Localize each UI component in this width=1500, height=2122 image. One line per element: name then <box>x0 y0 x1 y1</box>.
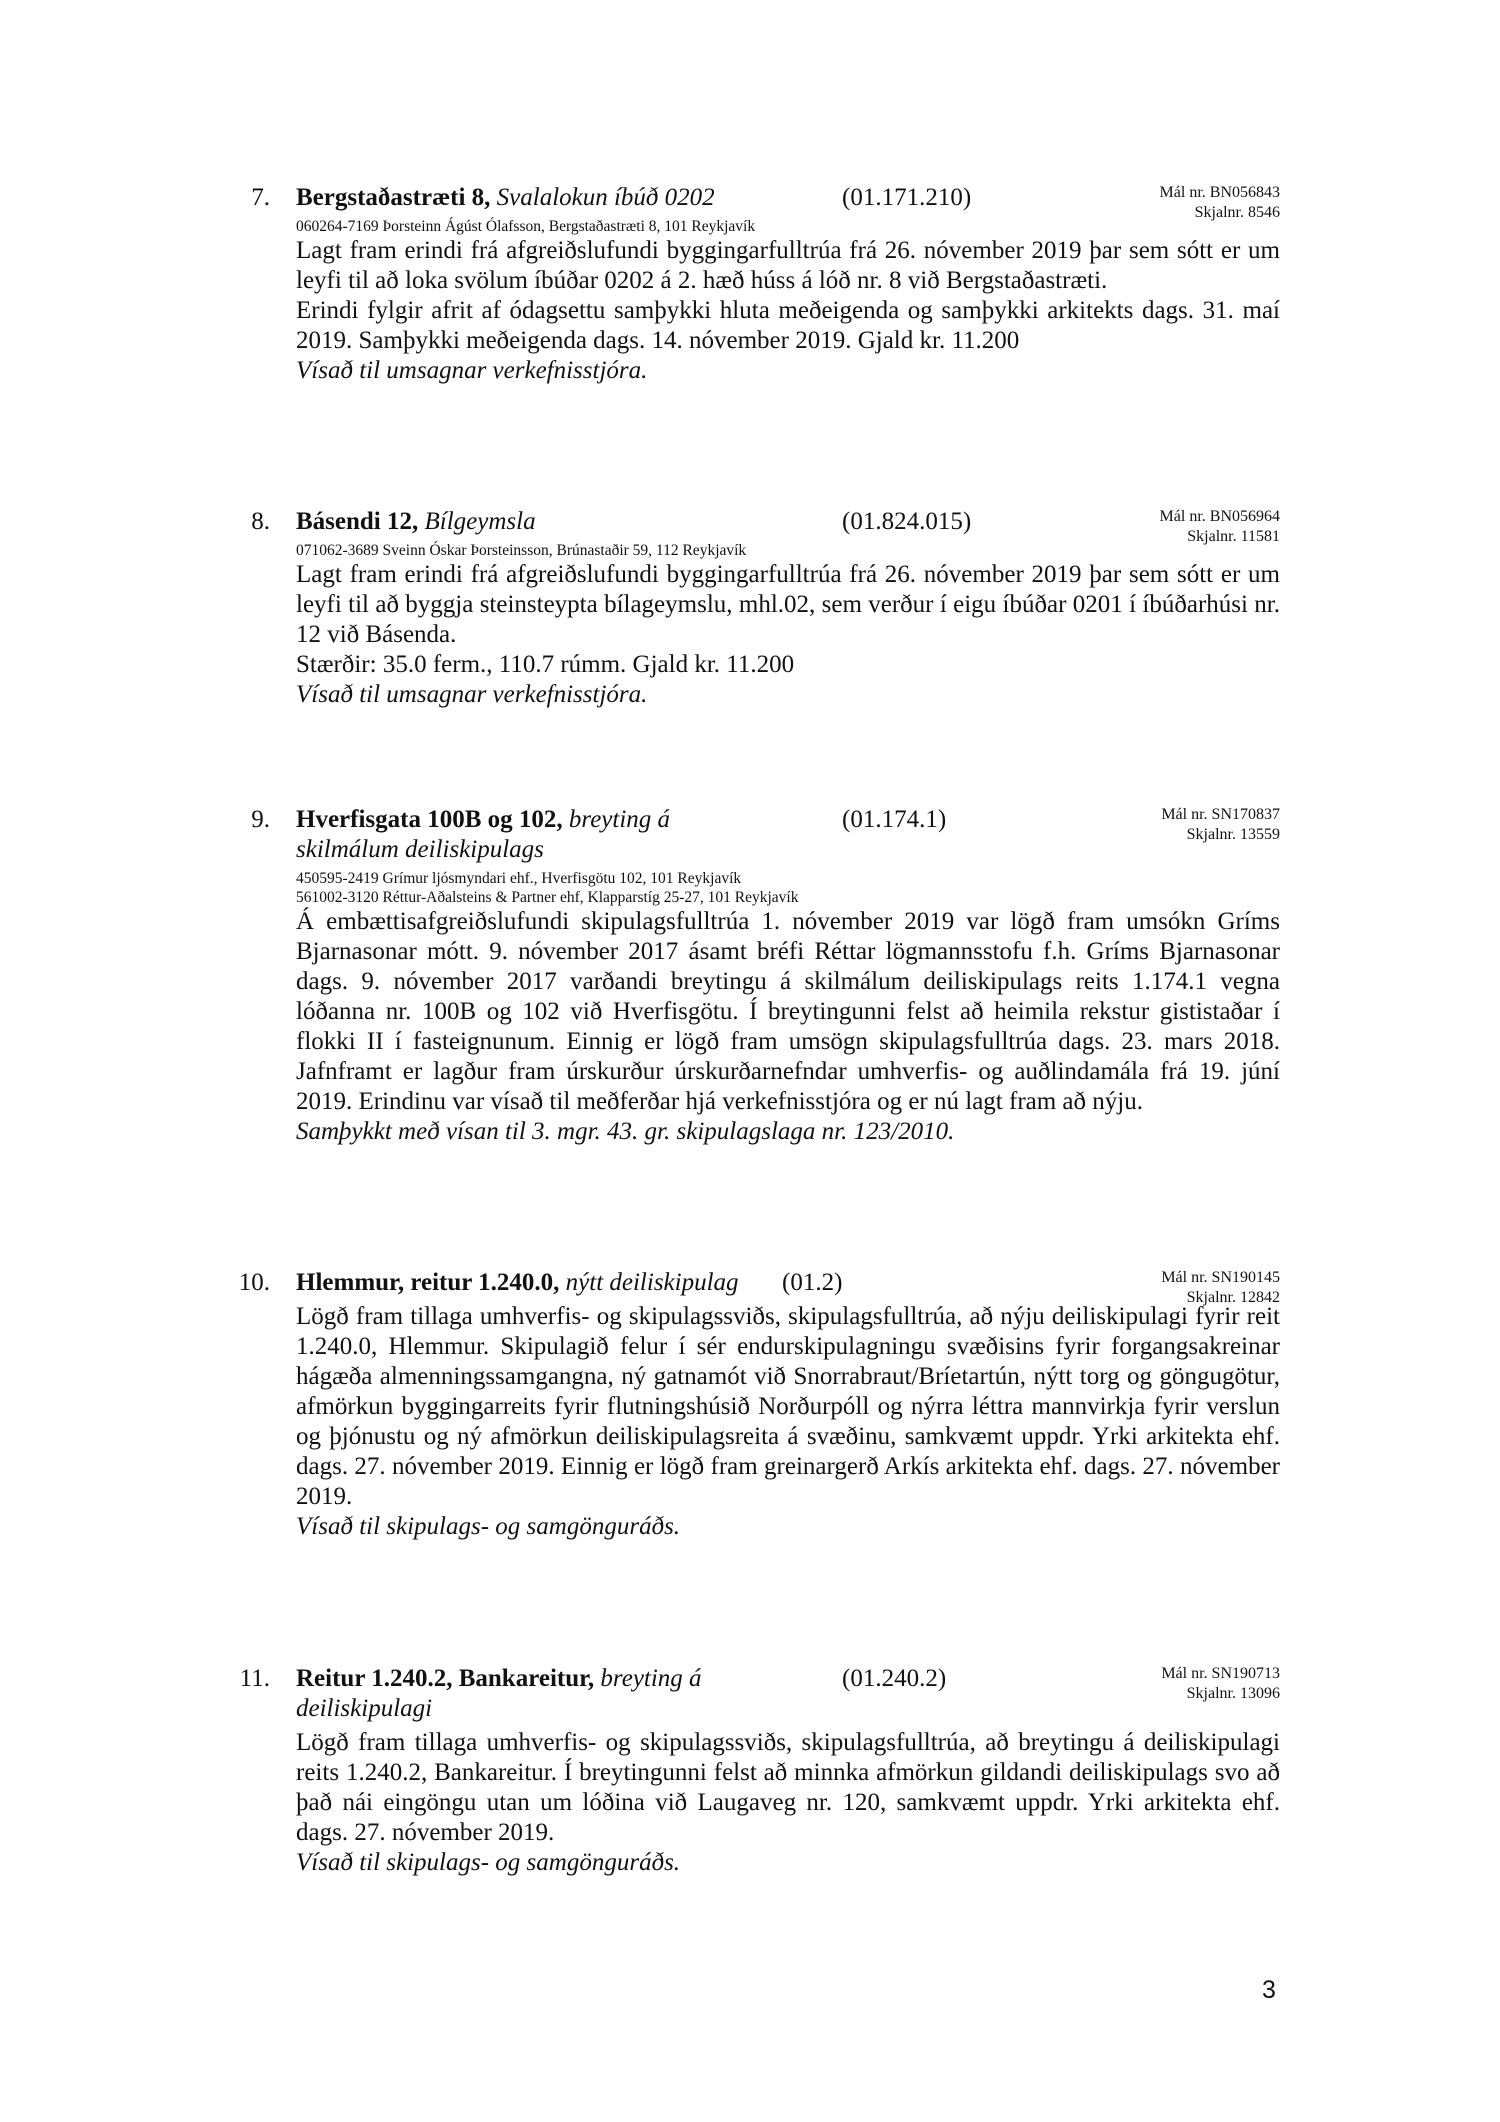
case-paragraph: Á embættisafgreiðslufundi skipulagsfulltrúa 1. nóvember 2019 var lögð fram umsókn Gríms Bjarnasonar mótt. 9. nóvember 2017 ásamt bréfi Réttar lögmannsstofu f.h. Gríms Bjarnasonar dags. 9. nóvember 2017 varðandi breytingu á skilmálum deiliskipulags reits 1.174.1 vegna lóðanna nr. 100B og 102 við Hverfisgötu. Í breytingunni felst að heimila rekstur gististaðar í flokki II í fasteignunum. Einnig er lögð fram umsögn skipulagsfulltrúa dags. 23. mars 2018. Jafnframt er lagður fram úrskurður úrskurðarnefndar umhverfis- og auðlindamála frá 19. júní 2019. Erindinu var vísað til meðferðar hjá verkefnisstjóra og er nú lagt fram að nýju. <box>296 908 1280 1115</box>
case-skjal: Skjalnr. 11581 <box>1187 528 1280 545</box>
case-skjal: Skjalnr. 13096 <box>1186 1685 1280 1702</box>
case-code: (01.240.2) <box>842 1665 947 1692</box>
case-paragraph: Lögð fram tillaga umhverfis- og skipulagssviðs, skipulagsfulltrúa, að nýju deiliskipulagi fyrir reit 1.240.0, Hlemmur. Skipulagið felur í sér endurskipulagningu svæðisins fyrir forgangsakreinar hágæða almenningssamgangna, ný gatnamót við Snorrabraut/Bríetartún, nýtt torg og göngugötur, afmörkun byggingarreits fyrir flutningshúsið Norðurpóll og nýrra léttra mannvirkja fyrir verslun og þjónustu og ný afmörkun deiliskipulagsreita á svæðinu, samkvæmt uppdr. Yrki arkitekta ehf. dags. 27. nóvember 2019. Einnig er lögð fram greinargerð Arkís arkitekta ehf. dags. 27. nóvember 2019. <box>296 1303 1280 1510</box>
case-code: (01.174.1) <box>842 806 947 833</box>
case-body <box>240 1728 1280 1878</box>
case-title <box>296 805 736 865</box>
case-title <box>296 507 836 537</box>
case-paragraph: Erindi fylgir afrit af ódagsettu samþykki hluta meðeigenda og samþykki arkitekts dags. 31. maí 2019. Samþykki meðeigenda dags. 14. nóvember 2019. Gjald kr. 11.200 <box>296 297 1280 354</box>
case-item-8 <box>240 507 1280 710</box>
case-number: 9. <box>251 806 270 833</box>
case-skjal: Skjalnr. 12842 <box>1186 1289 1280 1306</box>
case-title-italic: breyting á deiliskipulagi <box>296 1665 702 1722</box>
case-body <box>240 907 1280 1147</box>
case-header <box>240 1664 1280 1728</box>
case-conclusion: Vísað til skipulags- og samgönguráðs. <box>296 1849 681 1876</box>
case-number: 10. <box>238 1269 270 1296</box>
case-conclusion: Vísað til umsagnar verkefnisstjóra. <box>296 681 648 708</box>
case-title-bold: Hlemmur, reitur 1.240.0, <box>296 1269 560 1296</box>
case-owner: 561002-3120 Réttur-Aðalsteins & Partner ehf, Klapparstíg 25-27, 101 Reykjavík <box>296 889 799 906</box>
case-code: (01.2) <box>782 1269 843 1296</box>
case-item-11 <box>240 1664 1280 1878</box>
case-skjal: Skjalnr. 8546 <box>1194 204 1280 221</box>
case-number: 8. <box>251 508 270 535</box>
case-owner: 060264-7169 Þorsteinn Ágúst Ólafsson, Bergstaðastræti 8, 101 Reykjavík <box>296 218 756 235</box>
case-item-9 <box>240 805 1280 1147</box>
case-header <box>240 183 1280 221</box>
case-meta <box>1160 507 1280 547</box>
case-mal: Mál nr. SN190145 <box>1161 1269 1280 1286</box>
case-owner: 071062-3689 Sveinn Óskar Þorsteinsson, Brúnastaðir 59, 112 Reykjavík <box>296 542 747 559</box>
case-title <box>296 1664 786 1724</box>
case-paragraph: Lagt fram erindi frá afgreiðslufundi byggingarfulltrúa frá 26. nóvember 2019 þar sem sótt er um leyfi til að loka svölum íbúðar 0202 á 2. hæð húss á lóð nr. 8 við Bergstaðastræti. <box>296 237 1280 294</box>
case-body <box>240 560 1280 710</box>
case-item-10 <box>240 1268 1280 1542</box>
case-item-7 <box>240 183 1280 386</box>
case-paragraph: Lögð fram tillaga umhverfis- og skipulagssviðs, skipulagsfulltrúa, að breytingu á deiliskipulagi reits 1.240.2, Bankareitur. Í breytingunni felst að minnka afmörkun gildandi deiliskipulags svo að það nái eingöngu utan um lóðina við Laugaveg nr. 120, samkvæmt uppdr. Yrki arkitekta ehf. dags. 27. nóvember 2019. <box>296 1729 1280 1846</box>
case-title-bold: Hverfisgata 100B og 102, <box>296 806 563 833</box>
case-title <box>296 1268 836 1298</box>
case-number: 7. <box>251 184 270 211</box>
case-paragraph: Lagt fram erindi frá afgreiðslufundi byggingarfulltrúa frá 26. nóvember 2019 þar sem sótt er um leyfi til að byggja steinsteypta bílageymslu, mhl.02, sem verður í eigu íbúðar 0201 í íbúðarhúsi nr. 12 við Básenda. <box>296 561 1280 648</box>
case-paragraph: Stærðir: 35.0 ferm., 110.7 rúmm. Gjald kr. 11.200 <box>296 651 795 678</box>
case-title-italic: Svalalokun íbúð 0202 <box>496 184 715 211</box>
case-meta <box>1161 1268 1280 1308</box>
case-conclusion: Vísað til umsagnar verkefnisstjóra. <box>296 357 648 384</box>
case-conclusion: Vísað til skipulags- og samgönguráðs. <box>296 1513 681 1540</box>
case-mal: Mál nr. SN170837 <box>1161 806 1280 823</box>
case-title-italic: Bílgeymsla <box>424 508 536 535</box>
case-title-bold: Básendi 12, <box>296 508 419 535</box>
case-title-italic: breyting á skilmálum deiliskipulags <box>296 806 671 863</box>
case-meta <box>1160 183 1280 223</box>
case-body <box>240 1302 1280 1542</box>
case-header <box>240 805 1280 869</box>
case-title-bold: Reitur 1.240.2, Bankareitur, <box>296 1665 595 1692</box>
case-owner: 450595-2419 Grímur ljósmyndari ehf., Hverfisgötu 102, 101 Reykjavík <box>296 870 742 887</box>
case-mal: Mál nr. SN190713 <box>1161 1665 1280 1682</box>
case-body <box>240 236 1280 386</box>
case-code: (01.171.210) <box>842 184 972 211</box>
case-skjal: Skjalnr. 13559 <box>1186 826 1280 843</box>
case-mal: Mál nr. BN056964 <box>1159 508 1280 525</box>
page-number: 3 <box>1262 1976 1276 2004</box>
case-number: 11. <box>239 1665 270 1692</box>
case-title-italic: nýtt deiliskipulag <box>565 1269 739 1296</box>
case-header <box>240 507 1280 545</box>
case-meta <box>1161 805 1280 845</box>
case-title <box>296 183 836 213</box>
case-conclusion: Samþykkt með vísan til 3. mgr. 43. gr. skipulagslaga nr. 123/2010. <box>296 1118 955 1145</box>
case-title-bold: Bergstaðastræti 8, <box>296 184 491 211</box>
case-meta <box>1161 1664 1280 1704</box>
case-code: (01.824.015) <box>842 508 972 535</box>
case-mal: Mál nr. BN056843 <box>1159 184 1280 201</box>
case-header <box>238 1268 1280 1306</box>
